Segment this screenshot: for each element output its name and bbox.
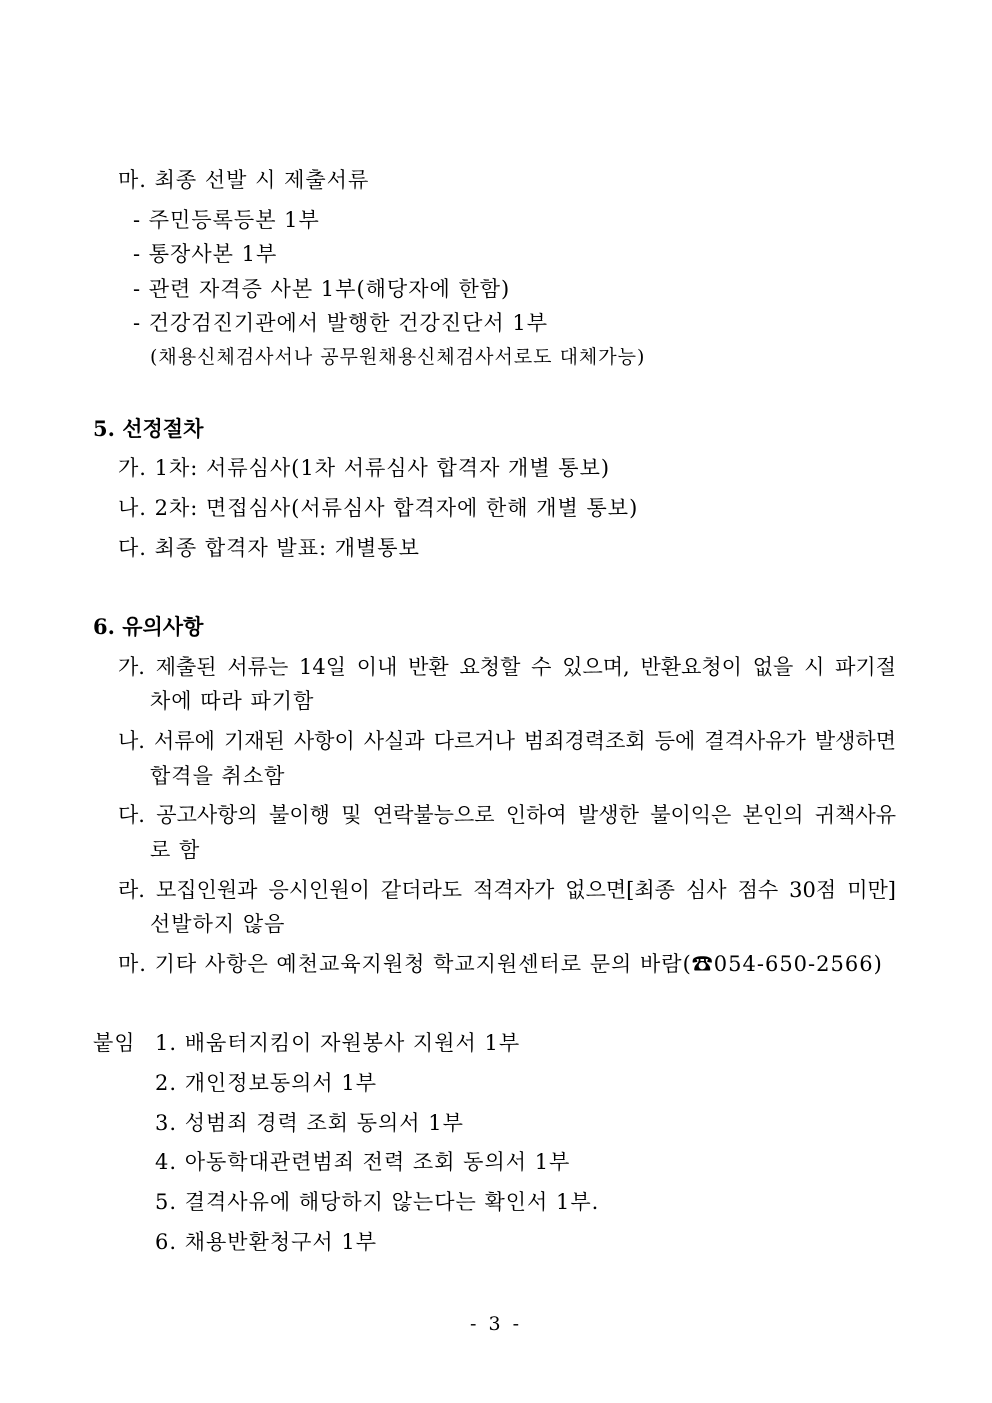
section6-item-line1: 나. 서류에 기재된 사항이 사실과 다르거나 범죄경력조회 등에 결격사유가 발생하면 xyxy=(118,729,896,753)
attachment-item: 3. 성범죄 경력 조회 동의서 1부 xyxy=(155,1111,464,1135)
attachment-item: 2. 개인정보동의서 1부 xyxy=(155,1071,378,1095)
attachments-label: 붙임 xyxy=(93,1031,136,1055)
attachment-item: 1. 배움터지킴이 자원봉사 지원서 1부 xyxy=(155,1031,521,1055)
attachment-item: 4. 아동학대관련범죄 전력 조회 동의서 1부 xyxy=(155,1150,571,1174)
submission-doc-note: (채용신체검사서나 공무원채용신체검사서로도 대체가능) xyxy=(150,346,646,368)
attachment-item: 5. 결격사유에 해당하지 않는다는 확인서 1부. xyxy=(155,1190,600,1214)
attachment-item: 6. 채용반환청구서 1부 xyxy=(155,1230,378,1254)
section5-item: 다. 최종 합격자 발표: 개별통보 xyxy=(118,536,420,560)
section6-item-line2: 선발하지 않음 xyxy=(150,912,286,936)
submission-docs-title: 마. 최종 선발 시 제출서류 xyxy=(118,168,370,192)
section6-item-line1: 라. 모집인원과 응시인원이 같더라도 적격자가 없으면[최종 심사 점수 30점 미만] xyxy=(118,878,896,902)
page-number: - 3 - xyxy=(469,1313,522,1335)
submission-doc-item: - 주민등록등본 1부 xyxy=(133,208,320,232)
submission-doc-item: - 관련 자격증 사본 1부(해당자에 한함) xyxy=(133,277,511,301)
submission-doc-item: - 통장사본 1부 xyxy=(133,242,278,266)
section6-item-line2: 로 함 xyxy=(150,838,201,862)
section6-heading: 6. 유의사항 xyxy=(93,614,204,639)
section6-item-line1: 가. 제출된 서류는 14일 이내 반환 요청할 수 있으며, 반환요청이 없을 시 파기절 xyxy=(118,655,896,679)
section6-item-line1: 마. 기타 사항은 예천교육지원청 학교지원센터로 문의 바람(☎054-650-2566) xyxy=(118,952,883,976)
submission-doc-item: - 건강검진기관에서 발행한 건강진단서 1부 xyxy=(133,311,549,335)
section6-item-line2: 합격을 취소함 xyxy=(150,764,286,788)
section5-item: 가. 1차: 서류심사(1차 서류심사 합격자 개별 통보) xyxy=(118,456,611,480)
section5-item: 나. 2차: 면접심사(서류심사 합격자에 한해 개별 통보) xyxy=(118,496,639,520)
section6-item-line1: 다. 공고사항의 불이행 및 연락불능으로 인하여 발생한 불이익은 본인의 귀책사유 xyxy=(118,803,896,827)
section6-item-line2: 차에 따라 파기함 xyxy=(150,689,315,713)
section5-heading: 5. 선정절차 xyxy=(93,416,204,441)
